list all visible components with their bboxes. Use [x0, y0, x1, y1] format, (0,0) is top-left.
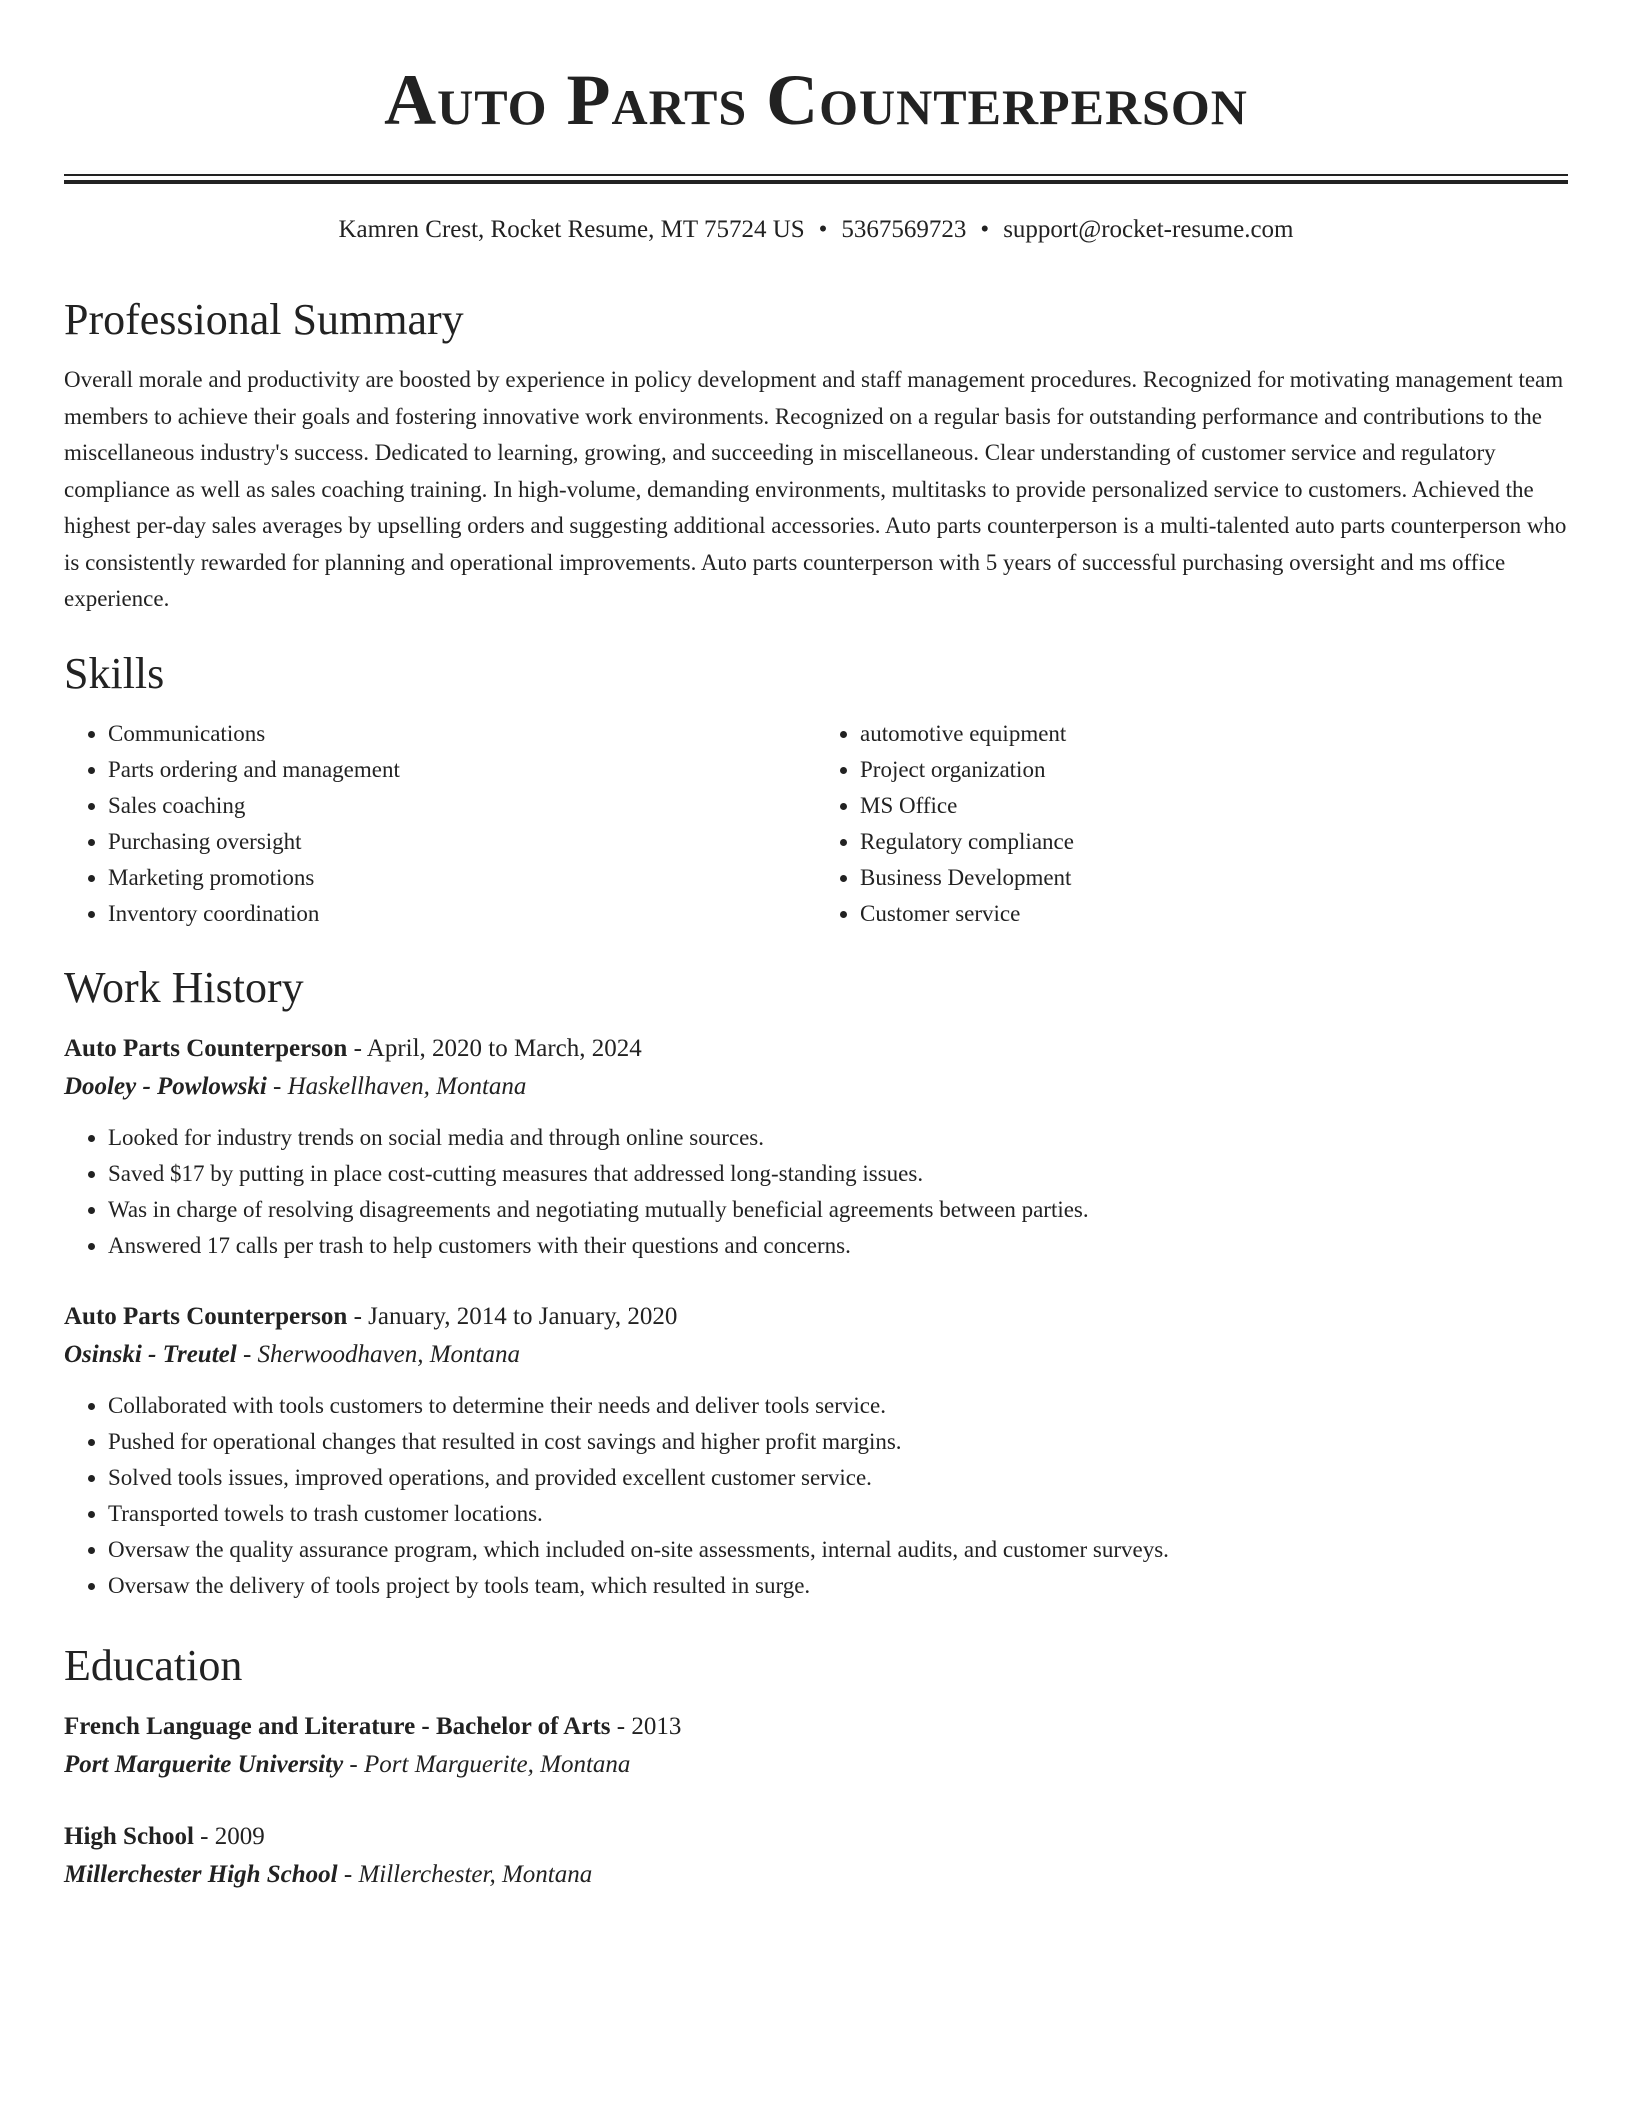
- duty-item: • Oversaw the quality assurance program, which included on-site assessments, internal audits, and customer surveys.: [108, 1532, 1568, 1568]
- contact-separator: •: [818, 216, 828, 243]
- education-heading: Education: [64, 1640, 243, 1690]
- contact-separator: •: [980, 216, 990, 243]
- skill-item: • Parts ordering and management: [108, 752, 816, 788]
- duty-item: • Answered 17 calls per trash to help customers with their questions and concerns.: [108, 1228, 1568, 1264]
- job-dates: - January, 2014 to January, 2020: [347, 1302, 678, 1330]
- job-title-line: [64, 1030, 1568, 1068]
- duty-item: • Pushed for operational changes that resulted in cost savings and higher profit margins.: [108, 1424, 1568, 1460]
- skill-item: • Sales coaching: [108, 788, 816, 824]
- education-school-line: [64, 1856, 1568, 1894]
- job-location: - Sherwoodhaven, Montana: [236, 1340, 520, 1368]
- skill-item: • MS Office: [860, 788, 1568, 824]
- job-entry: [64, 1030, 1568, 1264]
- education-degree-line: [64, 1818, 1568, 1856]
- job-duties: [64, 1120, 1568, 1264]
- skill-item: • Regulatory compliance: [860, 824, 1568, 860]
- job-role: Auto Parts Counterperson: [64, 1034, 348, 1062]
- education-location: - Port Marguerite, Montana: [343, 1750, 631, 1778]
- job-dates: - April, 2020 to March, 2024: [347, 1034, 642, 1062]
- education-year: - 2013: [610, 1712, 682, 1740]
- job-company-line: [64, 1068, 1568, 1106]
- resume-name: Auto Parts Counterperson: [384, 60, 1248, 140]
- job-duties: [64, 1388, 1568, 1604]
- duty-item: • Saved $17 by putting in place cost-cutting measures that addressed long-standing issues.: [108, 1156, 1568, 1192]
- education-school: Millerchester High School: [64, 1860, 338, 1888]
- skill-item: • Inventory coordination: [108, 896, 816, 932]
- skill-item: • Customer service: [860, 896, 1568, 932]
- skills-column-left: [64, 716, 816, 932]
- duty-item: • Oversaw the delivery of tools project by tools team, which resulted in surge.: [108, 1568, 1568, 1604]
- duty-item: • Was in charge of resolving disagreements and negotiating mutually beneficial agreements between parties.: [108, 1192, 1568, 1228]
- summary-text: Overall morale and productivity are boosted by experience in policy development and staff management procedures. Recognized for motivating management team members to achieve their goals and fostering innovative work environments. Recognized on a regular basis for outstanding performance and contributions to the miscellaneous industry's success. Dedicated to learning, growing, and succeeding in miscellaneous. Clear understanding of customer service and regulatory compliance as well as sales coaching training. In high-volume, demanding environments, multitasks to provide personalized service to customers. Achieved the highest per-day sales averages by upselling orders and suggesting additional accessories. Auto parts counterperson is a multi-talented auto parts counterperson who is consistently rewarded for planning and operational improvements. Auto parts counterperson with 5 years of successful purchasing oversight and ms office experience.: [64, 367, 1567, 611]
- education-school-line: [64, 1746, 1568, 1784]
- education-entry: [64, 1708, 1568, 1784]
- job-location: - Haskellhaven, Montana: [266, 1072, 527, 1100]
- skill-item: • automotive equipment: [860, 716, 1568, 752]
- header-divider: [64, 174, 1568, 184]
- education-entry: [64, 1818, 1568, 1894]
- education-school: Port Marguerite University: [64, 1750, 344, 1778]
- education-degree: High School: [64, 1822, 194, 1850]
- job-title-line: [64, 1298, 1568, 1336]
- job-company: Dooley - Powlowski: [64, 1072, 267, 1100]
- education-location: - Millerchester, Montana: [337, 1860, 593, 1888]
- skills-list: [64, 716, 1568, 932]
- job-company: Osinski - Treutel: [64, 1340, 237, 1368]
- work-history-heading: Work History: [64, 962, 304, 1012]
- job-company-line: [64, 1336, 1568, 1374]
- education-degree: French Language and Literature - Bachelor of Arts: [64, 1712, 611, 1740]
- contact-line: [64, 212, 1568, 248]
- duty-item: • Collaborated with tools customers to determine their needs and deliver tools service.: [108, 1388, 1568, 1424]
- contact-email: support@rocket-resume.com: [1003, 216, 1294, 243]
- duty-item: • Solved tools issues, improved operations, and provided excellent customer service.: [108, 1460, 1568, 1496]
- skills-column-right: [816, 716, 1568, 932]
- education-year: - 2009: [193, 1822, 265, 1850]
- skill-item: • Purchasing oversight: [108, 824, 816, 860]
- job-role: Auto Parts Counterperson: [64, 1302, 348, 1330]
- job-entry: [64, 1298, 1568, 1604]
- duty-item: • Looked for industry trends on social media and through online sources.: [108, 1120, 1568, 1156]
- skill-item: • Marketing promotions: [108, 860, 816, 896]
- skill-item: • Business Development: [860, 860, 1568, 896]
- education-degree-line: [64, 1708, 1568, 1746]
- duty-item: • Transported towels to trash customer locations.: [108, 1496, 1568, 1532]
- contact-address: Kamren Crest, Rocket Resume, MT 75724 US: [338, 216, 805, 243]
- contact-phone: 5367569723: [841, 216, 967, 243]
- skill-item: • Communications: [108, 716, 816, 752]
- skills-heading: Skills: [64, 648, 165, 698]
- skill-item: • Project organization: [860, 752, 1568, 788]
- summary-heading: Professional Summary: [64, 295, 464, 344]
